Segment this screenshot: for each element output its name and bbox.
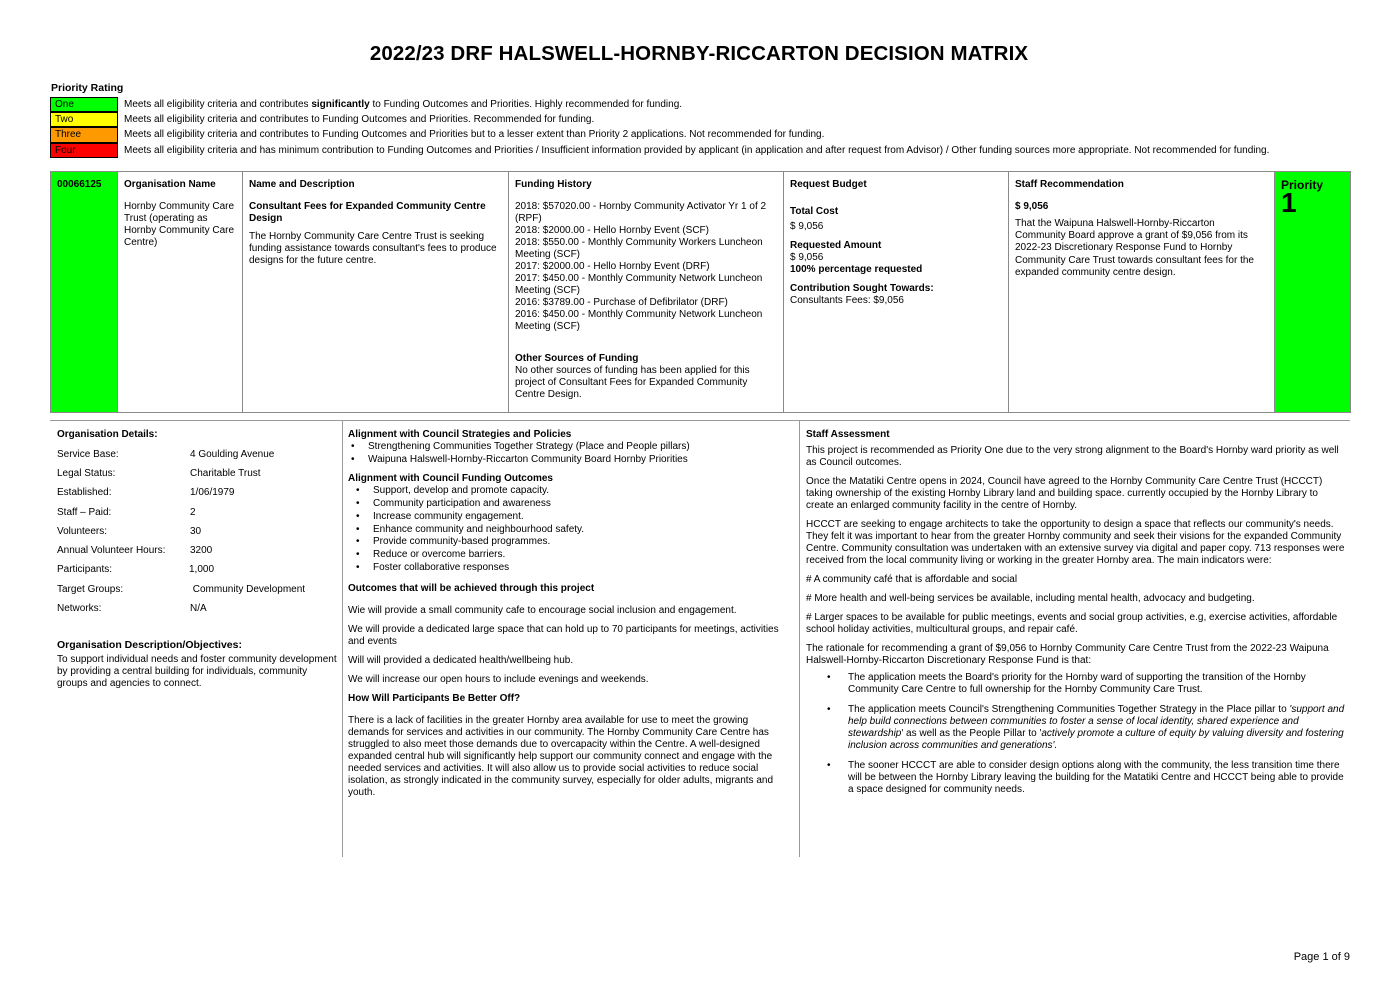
legend-swatch-four: Four [50,143,118,158]
list-item: • Foster collaborative responses [373,562,790,575]
list-item: • Reduce or overcome barriers. [373,549,790,562]
priority-value: 1 [1281,187,1297,218]
organisation-details-heading: Organisation Details: [57,429,158,440]
application-id-cell [51,172,118,413]
organisation-details-section [57,429,337,690]
achieved-item: Will will provided a dedicated health/wellbeing hub. [348,655,574,667]
detail-row: Networks: N/A [57,603,207,615]
funding-history-cell [509,172,784,413]
assessment-paragraph: # Larger spaces to be available for public meetings, events and social group activities, e.g, exercise activities, affordable school holiday activities, multicultural groups, and repair café. [806,612,1338,635]
list-item: • Strengthening Communities Together Strategy (Place and People pillars) [368,441,790,454]
assessment-paragraph: HCCCT are seeking to engage architects to take the opportunity to design a space that reflects our community's needs. They felt it was important to hear from the greater Hornby community and seek their visions for the expanded Community Centre. Community consultation was undertaken with an extensive survey via digital and paper copy. 713 responses were received from the local community living or working in the greater Hornby area. The main indicators were: [806,519,1345,566]
funding-history-item: 2016: $3789.00 - Purchase of Defibrilator (DRF) [515,297,728,308]
other-sources-text: No other sources of funding has been applied for this project of Consultant Fees for Expanded Community Centre Design. [515,365,750,400]
legend-row-one [50,97,1269,112]
organisation-description-heading: Organisation Description/Objectives: [57,638,242,651]
decision-matrix-table [50,171,1351,413]
page-number: Page 1 of 9 [1293,951,1350,963]
contribution-value: Consultants Fees: $9,056 [790,295,904,306]
organisation-name: Hornby Community Care Trust (operating as Hornby Community Care Centre) [124,201,235,248]
detail-row: Target Groups: Community Development [57,583,306,595]
list-item: • Provide community-based programmes. [373,536,790,549]
detail-row: Participants: 1,000 [57,564,215,576]
priority-header: Priority [1281,178,1324,192]
staff-assessment-section [806,429,1346,804]
funding-history-item: 2016: $450.00 - Monthly Community Network Luncheon Meeting (SCF) [515,309,763,332]
project-description: The Hornby Community Care Centre Trust is seeking funding assistance towards consultant's fees to produce designs for the future centre. [249,231,497,266]
page-title: 2022/23 DRF HALSWELL-HORNBY-RICCARTON DECISION MATRIX [369,42,1029,65]
achieved-item: Wie will provide a small community cafe to encourage social inclusion and engagement. [348,605,737,617]
column-divider-left [342,421,343,857]
legend-text-three: Meets all eligibility criteria and contributes to Funding Outcomes and Priorities but to a lesser extent than Priority 2 applications. Not recommended for funding. [124,129,825,141]
list-item: • The application meets the Board's priority for the Hornby ward of supporting the transition of the Hornby Community Care Centre to full ownership for the Hornby Community Care Trust. [848,672,1346,696]
legend-text-four: Meets all eligibility criteria and has minimum contribution to Funding Outcomes and Priorities / Insufficient information provided by applicant (in application and after request from Advisor) / Other funding sources more appropriate. Not recommended for funding. [124,144,1270,156]
priority-legend [50,97,1269,158]
list-item: • Community participation and awareness [373,498,790,511]
assessment-paragraph: # More health and well-being services be available, including mental health, advocacy and budgeting. [806,593,1255,604]
funding-history-item: 2017: $450.00 - Monthly Community Network Luncheon Meeting (SCF) [515,273,763,296]
detail-row: Service Base: 4 Goulding Avenue [57,448,275,460]
requested-amount-label: Requested Amount [790,240,882,251]
rationale-list [806,672,1346,796]
legend-swatch-one: One [50,97,118,112]
assessment-paragraph: This project is recommended as Priority One due to the very strong alignment to the Board's Hornby ward priority as well as Council outcomes. [806,445,1339,468]
better-off-heading: How Will Participants Be Better Off? [348,693,521,705]
legend-row-two [50,112,1269,127]
funding-history-item: 2017: $2000.00 - Hello Hornby Event (DRF) [515,261,710,272]
assessment-paragraph: Once the Matatiki Centre opens in 2024, Council have agreed to the Hornby Community Care Centre Trust (HCCCT) taking ownership of the existing Hornby Library land and building space. currently occupied by the Hornby Library to create an enlarged community facility in the centre of Hornby. [806,476,1323,511]
list-item: • The sooner HCCCT are able to consider design options along with the community, the less transition time there will be between the Hornby Library leaving the building for the Matatiki Centre and HCCCT being able to provide a space designed for community needs. [848,760,1346,796]
achieved-heading: Outcomes that will be achieved through this project [348,583,595,595]
outcomes-list [348,485,790,575]
percentage-requested: 100% percentage requested [790,264,923,275]
legend-text-one: Meets all eligibility criteria and contributes significantly to Funding Outcomes and Priorities. Highly recommended for funding. [124,99,683,111]
request-budget-header: Request Budget [790,179,867,190]
other-sources-header: Other Sources of Funding [515,353,639,364]
achieved-item: We will provide a dedicated large space that can hold up to 70 participants for meetings, activities and events [348,624,779,648]
list-item: • Increase community engagement. [373,511,790,524]
requested-amount-value: $ 9,056 [790,252,824,263]
outcomes-heading: Alignment with Council Funding Outcomes [348,472,553,484]
strategies-heading: Alignment with Council Strategies and Policies [348,429,572,440]
funding-history-item: 2018: $57020.00 - Hornby Community Activator Yr 1 of 2 (RPF) [515,201,767,224]
total-cost-label: Total Cost [790,206,839,217]
staff-recommendation-text: That the Waipuna Halswell-Hornby-Riccarton Community Board approve a grant of $9,056 from its 2022-23 Discretionary Response Fund to Hornby Community Care Trust towards consultant fees for the expanded community centre design. [1015,218,1254,278]
detail-row: Legal Status: Charitable Trust [57,467,261,479]
organisation-cell [118,172,243,413]
legend-swatch-two: Two [50,112,118,127]
name-description-cell [243,172,509,413]
funding-history-item: 2018: $550.00 - Monthly Community Workers Luncheon Meeting (SCF) [515,237,763,260]
application-id: 00066125 [57,179,102,190]
name-description-header: Name and Description [249,179,355,190]
priority-rating-heading: Priority Rating [51,82,124,94]
list-item: • Waipuna Halswell-Hornby-Riccarton Community Board Hornby Priorities [368,454,790,467]
detail-row: Annual Volunteer Hours: 3200 [57,545,213,557]
staff-recommendation-amount: $ 9,056 [1015,201,1049,212]
alignment-section [348,429,790,799]
legend-row-three [50,127,1269,142]
legend-row-four [50,143,1269,158]
organisation-description: To support individual needs and foster community development by providing a central building for individuals, community groups and agencies to connect. [57,653,337,689]
staff-assessment-heading: Staff Assessment [806,429,890,440]
list-item: • Enhance community and neighbourhood safety. [373,524,790,537]
section-divider [50,420,1350,421]
list-item: • The application meets Council's Strengthening Communities Together Strategy in the Place pillar to 'support and help build connections between communities to foster a sense of local identity, shared experience and stewardship' as well as the People Pillar to 'actively promote a culture of equity by valuing diversity and fostering inclusion across communities and generations'. [848,704,1346,752]
better-off-text: There is a lack of facilities in the greater Hornby area available for use to meet the growing demands for services and activities in our community. The Hornby Community Care Centre has struggled to also meet those demands due to overcapacity within the Centre. A well-designed expanded central hub will significantly help support our community connect and engage with the needed services and activities. It will also allow us to provide social activities to reduce social isolation, as strongly indicated in the community survey, especially for older adults, migrants and youth. [348,715,774,799]
legend-swatch-three: Three [50,127,118,142]
staff-recommendation-header: Staff Recommendation [1015,179,1124,190]
funding-history-header: Funding History [515,179,592,190]
strategies-list [348,441,790,467]
contribution-label: Contribution Sought Towards: [790,283,934,294]
detail-row: Established: 1/06/1979 [57,487,235,499]
detail-row: Staff – Paid: 2 [57,506,196,518]
achieved-item: We will increase our open hours to include evenings and weekends. [348,674,649,686]
detail-row: Volunteers: 30 [57,525,202,537]
column-divider-right [799,421,800,857]
priority-cell [1275,172,1351,413]
request-budget-cell [784,172,1009,413]
list-item: • Support, develop and promote capacity. [373,485,790,498]
project-title: Consultant Fees for Expanded Community Centre Design [249,201,486,224]
legend-text-two: Meets all eligibility criteria and contributes to Funding Outcomes and Priorities. Recommended for funding. [124,114,595,126]
total-cost-value: $ 9,056 [790,221,824,232]
organisation-header: Organisation Name [124,179,216,190]
funding-history-item: 2018: $2000.00 - Hello Hornby Event (SCF) [515,225,709,236]
assessment-paragraph: The rationale for recommending a grant of $9,056 to Hornby Community Care Centre Trust from the 2022-23 Waipuna Halswell-Hornby-Riccarton Discretionary Response Fund is that: [806,643,1329,666]
staff-recommendation-cell [1009,172,1275,413]
assessment-paragraph: # A community café that is affordable and social [806,574,1018,585]
